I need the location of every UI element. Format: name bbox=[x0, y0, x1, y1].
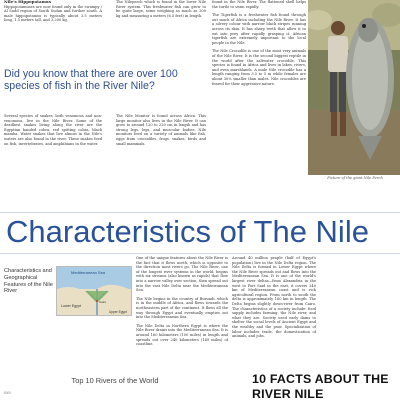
map-city-label: Cairo bbox=[99, 300, 107, 304]
hippo-heading: Nile's Hippopotamus bbox=[4, 0, 51, 4]
facts-heading: 10 FACTS ABOUT THE RIVER NILE bbox=[252, 372, 389, 400]
nile-delta-text: Around 40 million people (half of Egypt's population) live in the Nile Delta region. The Nile Delta is formed in Lower Egypt where the Nile River spreads out and flows into the Mediterranean Sea. It is one of the world's largest river deltas—from Alexandria in the west to Port Said in the east, it covers 240 km of Mediterranean coast and is rich agricultural region. From north to south the delta is approximately 160 km in length. The Delta begins slightly down-river from Cairo. The characteristics of a society include: food supply includes farming, the Nile river, and what they are. Society used early dams to shelter the social levels of Ancient Egypt and the wealthy and the poor. Specialization of labor includes trade, the domestication of animals, and jobs. bbox=[232, 256, 316, 339]
chart-y-tick-label: 8000 bbox=[4, 391, 12, 395]
map-illustration bbox=[57, 267, 132, 316]
nile-flow-text-2: The Nile begins in the country of Burundi, which is in the middle of Africa, and flows towards the northeastern part of the continent. It flows all the way through Egypt and eventually empties out into the Mediterranean Sea. bbox=[136, 296, 228, 320]
chart-title: Top 10 Rivers of the World bbox=[71, 376, 159, 385]
hippo-text: Hippopotamuses are now found only in the swampy / Al Sudd region of South Sudan and further south. A male hippopotamus is typically about 3.5 meters long, 1.5 meters tall, and 3,200 kg. bbox=[4, 4, 102, 23]
nile-flow-section bbox=[136, 256, 228, 351]
rivers-chart-area bbox=[4, 394, 234, 400]
nile-perch-text: The Nileperch which is found in the lower Nile River system. This freshwater fish can grow to be quite large, some weighing as much as 200 kg and measuring a meters (6.5 feet) in length. bbox=[116, 0, 206, 18]
nile-perch-photo bbox=[308, 0, 400, 175]
nile-monitor-text: The Nile Monitor is found across Africa. This large monitor also lives in the Nile River. It can grow to around 120 to 220 cm in length and has strong legs, legs, and muscular bodies. Nile monitors feed on a variety of animals like fish, eggs from crocodiles, frogs, snakes, birds and small mammals. bbox=[116, 114, 206, 146]
map-region-lower-label: Lower Egypt bbox=[61, 304, 81, 308]
nile-perch-photo-illustration bbox=[308, 0, 400, 175]
nile-flow-text-1: One of the unique features about the Nile River is the fact that it flows north, which is opposite to the direction most rivers go. The Nile River, one of the longest river systems in the world, begins with six streams (also known as rapids) that flow into a narrow valley over section, then spread out into the vast Nile Delta near the Mediterranean Sea. bbox=[136, 256, 228, 293]
nile-monitor-section bbox=[116, 114, 206, 150]
snakes-section bbox=[4, 114, 102, 150]
snakes-text: Several species of snakes, both venomous and non- venomous, live in the Nile River. Some of the deadliest snakes living along the river are the Egyptian banded cobra, red spitting cobra, black mamba. Water snakes that live almost in the Nile's waters are also found in the river. These snakes feed on fish, invertebrates, and amphibians in the water. bbox=[4, 114, 102, 146]
fish-species-question-heading: Did you know that there are over 100 species of fish in the River Nile? bbox=[4, 68, 178, 93]
nile-delta-section bbox=[232, 256, 316, 343]
hippo-section bbox=[4, 0, 102, 27]
crocodile-text: The Nile Crocodile is one of the most very animals of the Nile River. It is the second biggest reptile in the world after the saltwater crocodile. This species is found in Africa and lives in lakes, rivers, and even marshlands. A male Nile crocodile has a length ranging from 3.5 to 5 m while females are about 30% smaller than males. Nile crocodiles are feared for their aggressive nature. bbox=[212, 49, 306, 86]
turtle-tigerfish-crocodile-section bbox=[212, 0, 306, 90]
map-region-upper-label: Upper Egypt bbox=[109, 310, 127, 314]
characteristics-heading: Characteristics and Geographical Features of the Nile River bbox=[4, 268, 53, 295]
map-sea-label: Mediterranean Sea bbox=[71, 270, 106, 275]
tigerfish-text: The Tigerfish is a freshwater fish found through out much of Africa including the Nile River. It has a silvery colour with narrow black stripes running across its skin. It has sharp teeth that allow it to eat into prey after rapidly grasping it. African tigerfish are extremely important to the local people in the Nile. bbox=[212, 13, 306, 45]
main-title: Characteristics of The Nile bbox=[6, 214, 369, 249]
turtle-text: found in the Nile River. The flattened shell helps the turtle to swim rapidly. bbox=[212, 0, 306, 9]
photo-caption: Picture of the giant Nile Perch bbox=[327, 176, 383, 180]
nile-delta-map bbox=[56, 266, 132, 316]
nile-perch-section bbox=[116, 0, 206, 22]
nile-flow-text-3: The Nile Delta in Northern Egypt is where the Nile River drains into the Mediterranean Sea. It is around 160 kilometers (100 miles) in length and spreads out over 240 kilometers (149 miles) of coastline. bbox=[136, 323, 228, 347]
